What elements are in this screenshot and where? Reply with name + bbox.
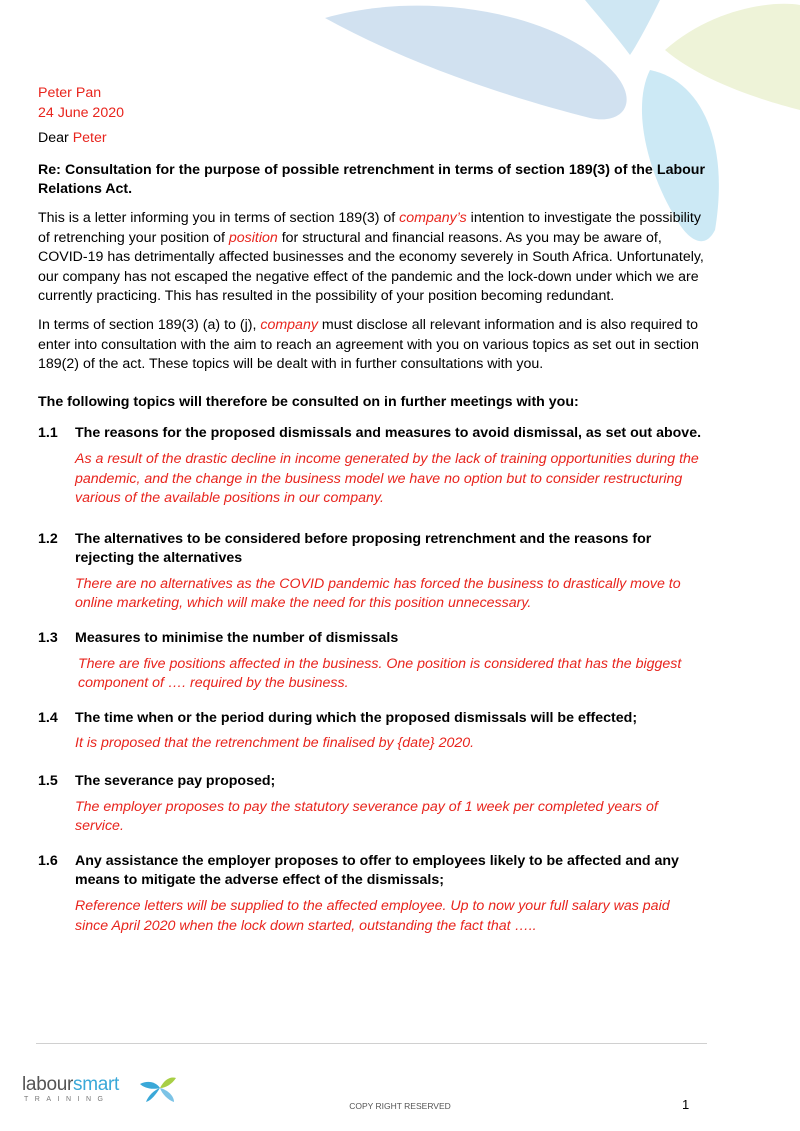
topic-body: The employer proposes to pay the statutory severance pay of 1 week per completed years of service. <box>75 798 658 835</box>
company-placeholder-2: company <box>260 316 318 333</box>
letter-body <box>38 84 705 936</box>
topic-body: There are five positions affected in the business. One position is considered that has the biggest component of …. required by the business. <box>78 655 682 692</box>
disclosure-text-b: must disclose all relevant information and is also required to enter into consultation with the aim to reach an agreement with you on various topics as set out in section 189(2) of the act. These topics will be dealt with in further consultations with you. <box>38 316 699 373</box>
topic-item <box>38 424 705 508</box>
logo-word-a: labour <box>22 1074 74 1095</box>
topic-number: 1.1 <box>38 425 58 442</box>
disclosure-text-a: In terms of section 189(3) (a) to (j), <box>38 316 261 333</box>
copyright-notice: COPY RIGHT RESERVED <box>349 1101 451 1111</box>
salutation <box>38 129 705 149</box>
topic-item <box>38 629 705 694</box>
footer-divider <box>36 1043 707 1044</box>
topic-body: Reference letters will be supplied to the affected employee. Up to now your full salary was paid since April 2020 when the lock down started, outstanding the fact that ….. <box>75 898 670 934</box>
topic-number: 1.6 <box>38 852 58 869</box>
topic-body: It is proposed that the retrenchment be finalised by {date} 2020. <box>75 735 475 752</box>
salutation-name: Peter <box>72 130 107 147</box>
topic-title: Measures to minimise the number of dismissals <box>75 630 399 647</box>
topic-body: There are no alternatives as the COVID pandemic has forced the business to drastically move to online marketing, which will make the need for this position unnecessary. <box>75 575 681 612</box>
topic-item <box>38 772 705 837</box>
topic-item <box>38 852 705 936</box>
topic-number: 1.3 <box>38 630 58 647</box>
topic-number: 1.2 <box>38 530 58 547</box>
position-placeholder: position <box>228 229 278 246</box>
topic-title: The severance pay proposed; <box>75 773 276 790</box>
company-placeholder: company’s <box>399 209 467 226</box>
logo-wordmark <box>22 1074 119 1096</box>
intro-text-b: intention to investigate the possibility of retrenching your position of <box>38 209 701 246</box>
topic-item <box>38 709 705 754</box>
topic-title: The time when or the period during which the proposed dismissals will be effected; <box>75 709 638 726</box>
intro-paragraph <box>38 209 705 307</box>
letter-date: 24 June 2020 <box>38 104 124 121</box>
page-number: 1 <box>682 1097 690 1112</box>
topic-body: As a result of the drastic decline in income generated by the lack of training opportunities during the pandemic, and the change in the business model we have no option but to consider restructuring various of the available positions in our company. <box>75 450 699 507</box>
salutation-prefix: Dear <box>38 130 73 147</box>
sender-name: Peter Pan <box>38 85 102 101</box>
intro-text-c: for structural and financial reasons. As you may be aware of, COVID-19 has detrimentally affected businesses and the economy severely in South Africa. Unfortunately, our company has not escaped the negative effect of the pandemic and the lock-down under which we are currently practicing. This has resulted in the possibility of your position becoming redundant. <box>38 229 704 305</box>
topic-number: 1.5 <box>38 773 58 790</box>
subject-line: Re: Consultation for the purpose of possible retrenchment in terms of section 189(3) of the Labour Relations Act. <box>38 161 705 198</box>
topic-title: Any assistance the employer proposes to offer to employees likely to be affected and any means to mitigate the adverse effect of the dismissals; <box>75 852 679 889</box>
topic-item <box>38 530 705 614</box>
logo-word-b: smart <box>73 1074 120 1095</box>
logo-subtitle: TRAINING <box>24 1096 110 1103</box>
topic-title: The alternatives to be considered before proposing retrenchment and the reasons for rejecting the alternatives <box>75 530 652 567</box>
topic-number: 1.4 <box>38 709 58 726</box>
topics-heading: The following topics will therefore be consulted on in further meetings with you: <box>38 393 579 410</box>
disclosure-paragraph <box>38 316 705 375</box>
intro-text-a: This is a letter informing you in terms of section 189(3) of <box>38 209 400 226</box>
topic-title: The reasons for the proposed dismissals and measures to avoid dismissal, as set out above. <box>75 425 702 442</box>
